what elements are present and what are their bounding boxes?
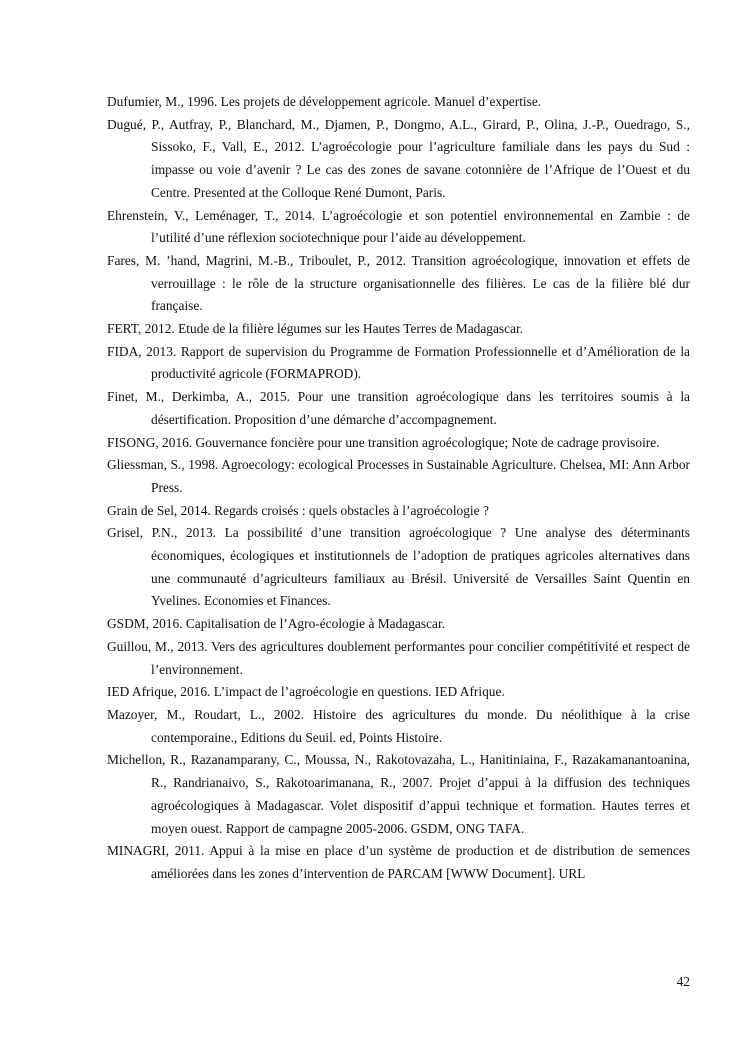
reference-entry: Mazoyer, M., Roudart, L., 2002. Histoire des agricultures du monde. Du néolithique à la crise contemporaine., Editions du Seuil. ed, Points Histoire.	[107, 706, 690, 745]
reference-entry: Dugué, P., Autfray, P., Blanchard, M., Djamen, P., Dongmo, A.L., Girard, P., Olina, J.-P., Ouedrago, S., Sissoko, F., Vall, E., 2012. L’agroécologie pour l’agriculture familiale dans les pays du Sud : impasse ou voie d’avenir ? Le cas des zones de savane cotonnière de l’Afrique de l’Ouest et du Centre. Presented at the Colloque René Dumont, Paris.	[107, 116, 690, 200]
reference-entry: Dufumier, M., 1996. Les projets de développement agricole. Manuel d’expertise.	[107, 94, 542, 109]
reference-entry: IED Afrique, 2016. L’impact de l’agroécologie en questions. IED Afrique.	[107, 684, 505, 700]
reference-entry: FIDA, 2013. Rapport de supervision du Programme de Formation Professionnelle et d’Amélioration de la productivité agricole (FORMAPROD).	[107, 343, 690, 382]
reference-entry: Grain de Sel, 2014. Regards croisés : quels obstacles à l’agroécologie ?	[107, 502, 489, 518]
reference-entry: MINAGRI, 2011. Appui à la mise en place d’un système de production et de distribution de semences améliorées dans les zones d’intervention de PARCAM [WWW Document]. URL	[107, 843, 690, 881]
reference-entry: Ehrenstein, V., Leménager, T., 2014. L’agroécologie et son potentiel environnemental en Zambie : de l’utilité d’une réflexion sociotechnique pour l’aide au développement.	[107, 207, 690, 246]
page-number: 42	[676, 974, 690, 989]
reference-entry: Michellon, R., Razanamparany, C., Moussa, N., Rakotovazaha, L., Hanitiniaina, F., Razakamanantoanina, R., Randrianaivo, S., Rakotoarimanana, R., 2007. Projet d’appui à la diffusion des techniques agroécologiques à Madagascar. Volet dispositif d’appui technique et formation. Hautes terres et moyen ouest. Rapport de campagne 2005-2006. GSDM, ONG TAFA.	[107, 752, 690, 836]
reference-entry: Grisel, P.N., 2013. La possibilité d’une transition agroécologique ? Une analyse des déterminants économiques, écologiques et institutionnels de l’adoption de pratiques agricoles alternatives dans une communauté d’agriculteurs familiaux au Brésil. Université de Versailles Saint Quentin en Yvelines. Economies et Finances.	[107, 525, 690, 609]
reference-entry: Guillou, M., 2013. Vers des agricultures doublement performantes pour concilier compétitivité et respect de l’environnement.	[107, 638, 690, 677]
reference-entry: FISONG, 2016. Gouvernance foncière pour une transition agroécologique; Note de cadrage provisoire.	[107, 434, 660, 450]
reference-entry: Finet, M., Derkimba, A., 2015. Pour une transition agroécologique dans les territoires soumis à la désertification. Proposition d’une démarche d’accompagnement.	[107, 389, 690, 427]
reference-entry: GSDM, 2016. Capitalisation de l’Agro-écologie à Madagascar.	[107, 616, 446, 632]
reference-entry: FERT, 2012. Etude de la filière légumes sur les Hautes Terres de Madagascar.	[107, 321, 524, 337]
reference-list	[107, 91, 690, 886]
reference-entry: Fares, M. ’hand, Magrini, M.-B., Triboulet, P., 2012. Transition agroécologique, innovation et effets de verrouillage : le rôle de la structure organisationnelle des filières. Le cas de la filière blé dur française.	[107, 252, 690, 314]
reference-entry: Gliessman, S., 1998. Agroecology: ecological Processes in Sustainable Agriculture. Chelsea, MI: Ann Arbor Press.	[107, 457, 690, 495]
